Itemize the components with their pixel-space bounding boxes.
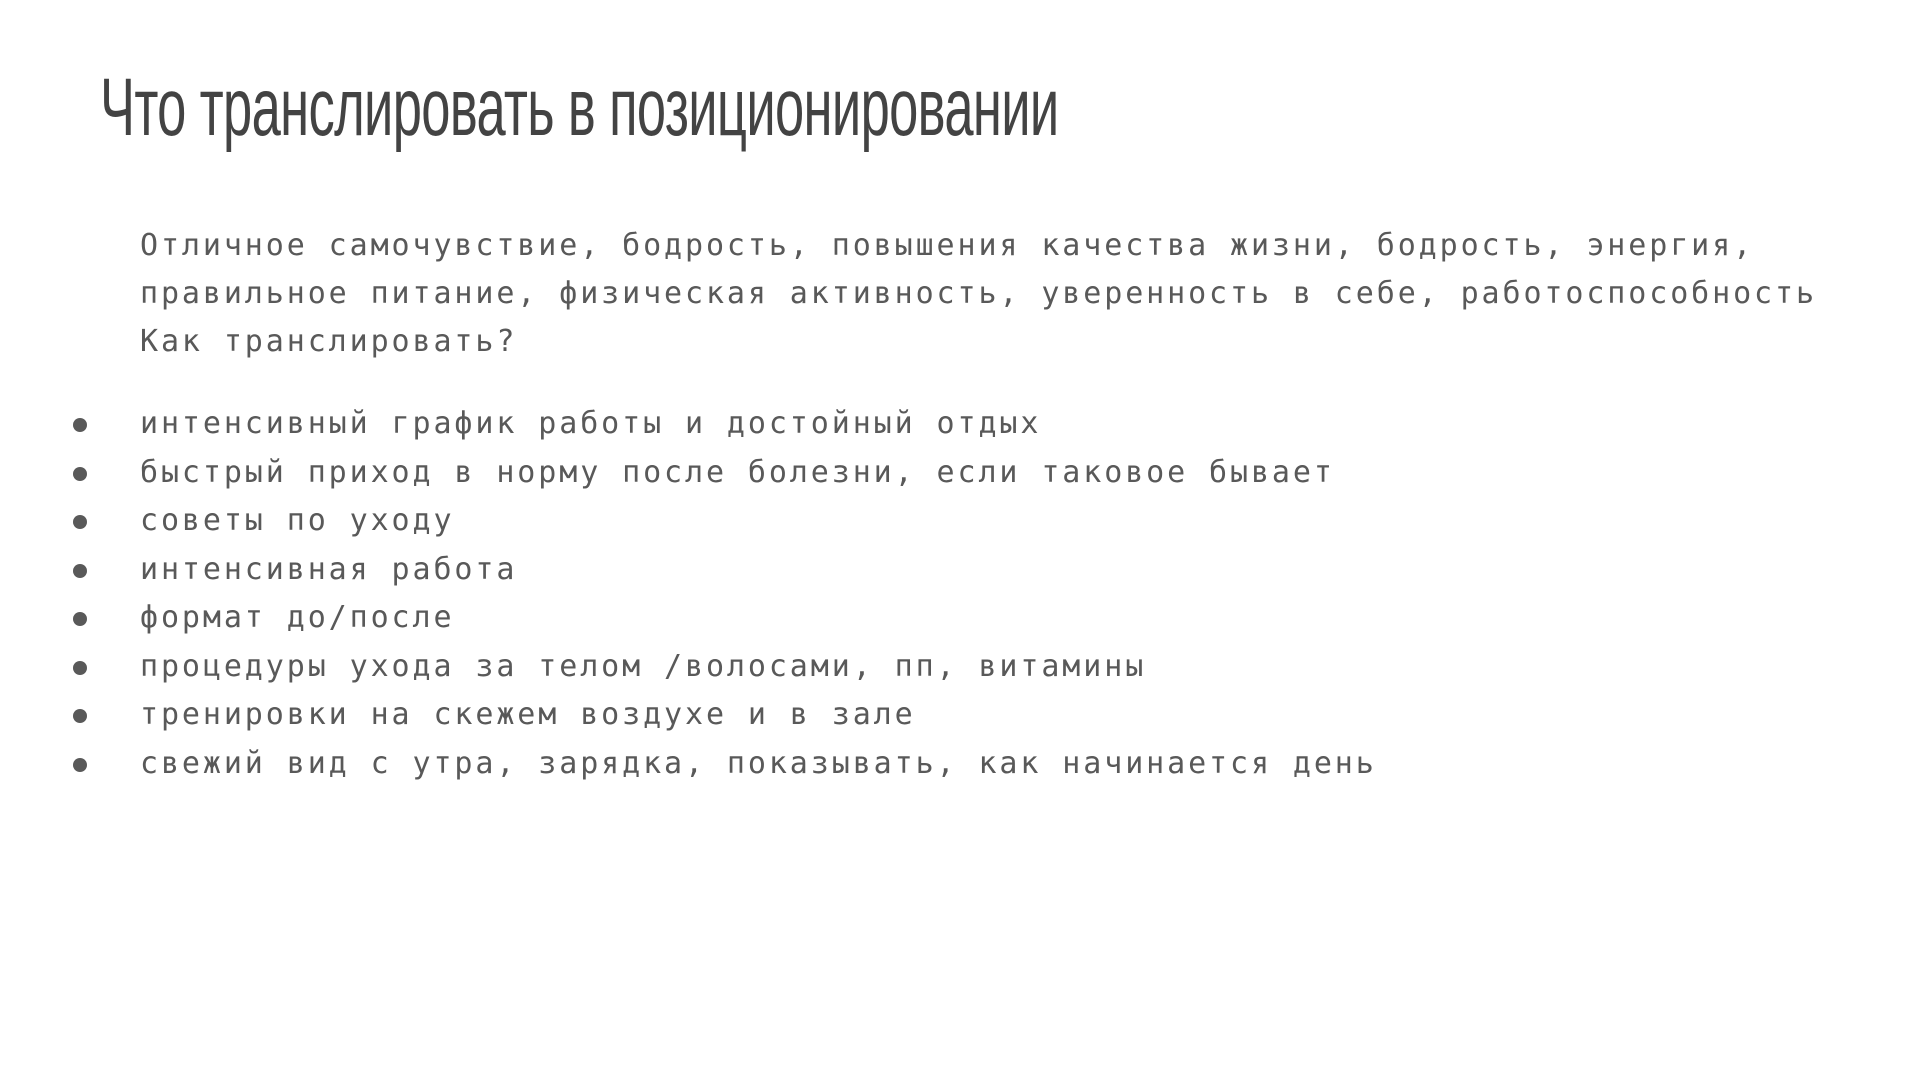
bullet-text: свежий вид с утра, зарядка, показывать, как начинается день: [140, 745, 1377, 781]
bullet-dot-icon: [73, 709, 87, 723]
bullet-text: процедуры ухода за телом /волосами, пп, витамины: [140, 648, 1147, 684]
bullet-dot-icon: [73, 467, 87, 481]
bullet-item: [60, 594, 1377, 643]
bullet-dot-icon: [73, 564, 87, 578]
intro-text: [140, 222, 1817, 366]
bullet-text: интенсивная работа: [140, 551, 518, 587]
bullet-text: советы по уходу: [140, 503, 455, 538]
bullet-dot-icon: [73, 418, 87, 432]
bullet-text: быстрый приход в норму после болезни, если таковое бывает: [140, 454, 1335, 490]
bullet-dot-icon: [73, 612, 87, 626]
bullet-item: [60, 740, 1377, 789]
bullet-item: [60, 643, 1377, 692]
bullet-dot-icon: [73, 758, 87, 772]
bullet-item: [60, 449, 1377, 498]
bullet-item: [60, 497, 1377, 546]
slide-title: Что транслировать в позиционировании: [100, 62, 1059, 153]
bullet-text: формат до/после: [140, 600, 455, 635]
bullet-text: интенсивный график работы и достойный отдых: [140, 406, 1042, 441]
bullet-list: [60, 400, 1377, 788]
bullet-item: [60, 691, 1377, 740]
intro-line: Отличное самочувствие, бодрость, повышения качества жизни, бодрость, энергия,: [140, 228, 1755, 263]
bullet-item: [60, 546, 1377, 595]
bullet-dot-icon: [73, 661, 87, 675]
intro-line: правильное питание, физическая активность, уверенность в себе, работоспособность: [140, 276, 1817, 311]
bullet-text: тренировки на скежем воздухе и в зале: [140, 697, 916, 732]
intro-question: Как транслировать?: [140, 324, 518, 359]
bullet-item: [60, 400, 1377, 449]
bullet-dot-icon: [73, 515, 87, 529]
